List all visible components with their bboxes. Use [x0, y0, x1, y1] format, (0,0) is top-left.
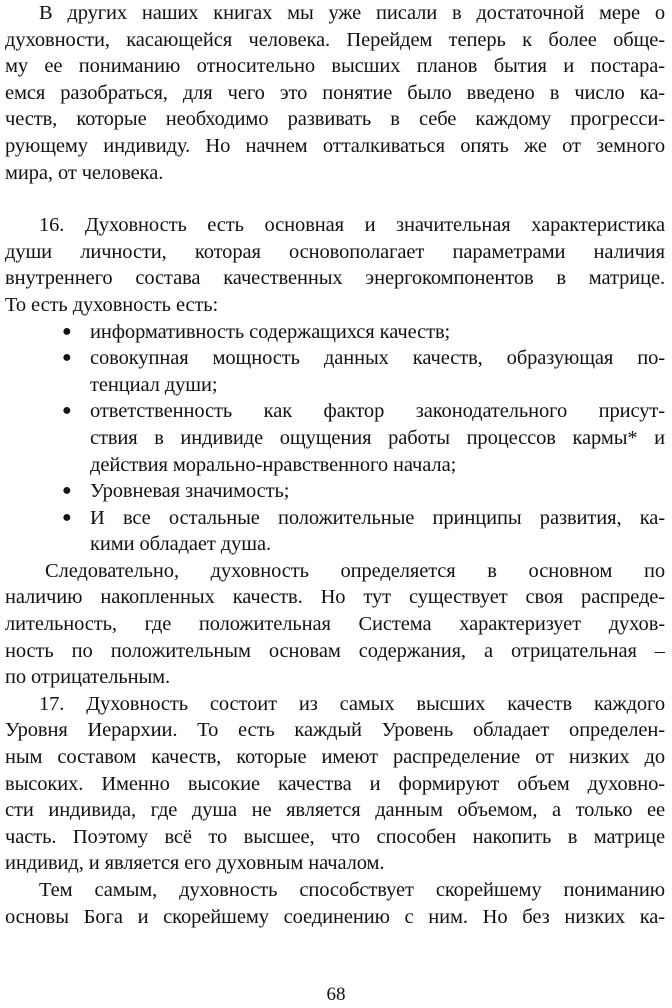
- text-line: честв, которые необходимо развивать в себе каждому прогресси-: [5, 108, 665, 131]
- paragraph-16: [5, 212, 665, 318]
- text-line: высоких. Именно высокие качества и формируют объем духовно-: [5, 772, 665, 795]
- bullet-list: [5, 319, 665, 558]
- paragraph-intro: [5, 0, 665, 186]
- bullet-text: действия морально-нравственного начала;: [90, 453, 457, 476]
- bullet-text: информативность содержащихся качеств;: [90, 320, 451, 343]
- bullet-text-line: [5, 505, 665, 532]
- text-line: 17. Духовность состоит из самых высших качеств каждого: [39, 692, 665, 715]
- bullet-text-line: [5, 478, 665, 505]
- document-page: [5, 0, 665, 930]
- text-line: То есть духовность есть:: [5, 293, 219, 316]
- text-line: Уровня Иерархии. То есть каждый Уровень обладает определен-: [5, 719, 665, 742]
- bullet-icon: ●: [62, 322, 72, 340]
- text-line: мира, от человека.: [5, 161, 164, 184]
- bullet-text-line: [5, 425, 665, 452]
- list-item: [5, 505, 665, 558]
- text-line: му ее пониманию относительно высших планов бытия и постара-: [5, 55, 665, 78]
- text-line: В других наших книгах мы уже писали в достаточной мере о: [39, 2, 665, 24]
- bullet-text-line: [5, 452, 665, 479]
- bullet-text: ответственность как фактор законодательного присут-: [90, 400, 665, 423]
- paragraph-conclusion: [5, 558, 665, 691]
- bullet-icon: ●: [62, 402, 72, 420]
- text-line: духовности, касающейся человека. Перейдем теперь к более обще-: [5, 28, 665, 51]
- bullet-icon: ●: [62, 482, 72, 500]
- paragraph-gap: [5, 186, 665, 212]
- list-item: [5, 478, 665, 505]
- bullet-icon: ●: [62, 508, 72, 526]
- bullet-text: тенциал души;: [90, 373, 218, 396]
- page-number: 68: [326, 984, 346, 1005]
- paragraph-17: [5, 691, 665, 877]
- bullet-text: совокупная мощность данных качеств, образующая по-: [90, 347, 665, 370]
- text-line: ность по положительным основам содержания, а отрицательная –: [5, 639, 665, 662]
- list-item: [5, 319, 665, 346]
- text-line: часть. Поэтому всё то высшее, что способен накопить в матрице: [5, 825, 665, 848]
- list-item: [5, 345, 665, 398]
- bullet-text: Уровневая значимость;: [90, 480, 290, 503]
- bullet-text-line: [5, 372, 665, 399]
- bullet-text-line: [5, 531, 665, 558]
- paragraph-final: [5, 877, 665, 930]
- text-line: 16. Духовность есть основная и значительная характеристика: [39, 214, 665, 237]
- text-line: души личности, которая основополагает параметрами наличия: [5, 240, 665, 263]
- bullet-text: И все остальные положительные принципы развития, ка-: [90, 506, 665, 529]
- text-line: лительность, где положительная Система характеризует духов-: [5, 613, 665, 636]
- text-line: рующему индивиду. Но начнем отталкиваться опять же от земного: [5, 134, 665, 157]
- bullet-text-line: [5, 398, 665, 425]
- text-line: ным составом качеств, которые имеют распределение от низких до: [5, 746, 665, 769]
- bullet-text-line: [5, 345, 665, 372]
- text-line: индивид, и является его духовным началом.: [5, 852, 385, 875]
- text-line: по отрицательным.: [5, 666, 171, 689]
- text-line: емся разобраться, для чего это понятие было введено в число ка-: [5, 81, 665, 104]
- text-line: основы Бога и скорейшему соединению с ним. Но без низких ка-: [5, 905, 665, 928]
- bullet-text-line: [5, 319, 665, 346]
- text-line: сти индивида, где душа не является данным объемом, а только ее: [5, 799, 665, 822]
- bullet-text: ствия в индивиде ощущения работы процессов кармы* и: [90, 426, 665, 449]
- bullet-icon: ●: [62, 349, 72, 367]
- text-line: Следовательно, духовность определяется в основном по: [45, 559, 665, 582]
- bullet-text: кими обладает душа.: [90, 533, 271, 556]
- text-line: Тем самым, духовность способствует скорейшему пониманию: [39, 879, 665, 901]
- list-item: [5, 398, 665, 478]
- text-line: внутреннего состава качественных энергокомпонентов в матрице.: [5, 267, 665, 290]
- text-line: наличию накопленных качеств. Но тут существует своя распреде-: [5, 586, 665, 609]
